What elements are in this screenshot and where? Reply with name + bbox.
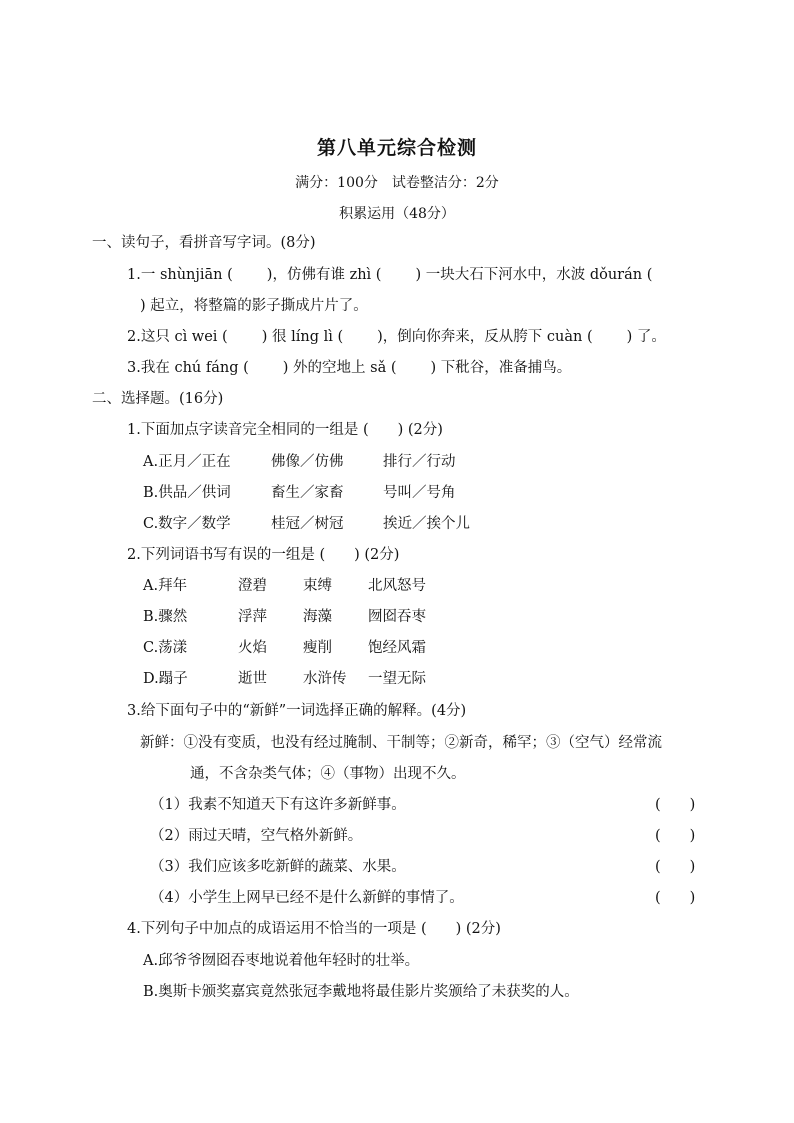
s2-q4-option-b: B.奥斯卡颁奖嘉宾竟然张冠李戴地将最佳影片奖颁给了未获奖的人。: [143, 984, 579, 1000]
page-title: 第八单元综合检测: [316, 137, 477, 159]
s2-q1-option-c: C.数字／数学 桂冠／树冠 挨近／挨个儿: [143, 516, 470, 532]
s2-q3-answer-4: ( ): [655, 890, 696, 906]
s2-q4-option-a: A.邱爷爷囫囵吞枣地说着他年轻时的壮举。: [143, 953, 420, 969]
s2-q3-answer-1: ( ): [655, 797, 696, 813]
s2-q2-option-d: D.蹋子 逝世 水浒传 一望无际: [143, 671, 426, 687]
section-1-heading: 一、读句子，看拼音写字词。(8分): [92, 235, 316, 251]
s1-q3: 3.我在 chú fáng ( ) 外的空地上 sǎ ( ) 下秕谷，准备捕鸟。: [127, 360, 572, 376]
s2-q3-stem: 3.给下面句子中的“新鲜”一词选择正确的解释。(4分): [127, 703, 467, 719]
s2-q2-stem: 2.下列词语书写有误的一组是 ( ) (2分): [127, 547, 400, 563]
s1-q1-line2: ) 起立，将整篇的影子撕成片片了。: [140, 298, 368, 314]
score-info: 满分：100分 试卷整洁分：2分: [295, 175, 499, 191]
s2-q1-option-a: A.正月／正在 佛像／仿佛 排行／行动: [143, 454, 456, 470]
part-heading: 积累运用（48分）: [339, 206, 455, 222]
s2-q3-definition-line2: 通，不含杂类气体；④（事物）出现不久。: [190, 766, 466, 782]
s2-q4-stem: 4.下列句子中加点的成语运用不恰当的一项是 ( ) (2分): [127, 921, 501, 937]
s2-q3-answer-2: ( ): [655, 828, 696, 844]
s2-q1-option-b: B.供品／供词 畜生／家畜 号叫／号角: [143, 485, 456, 501]
s2-q2-option-b: B.骤然 浮萍 海藻 囫囵吞枣: [143, 609, 426, 625]
s2-q3-item-1: （1）我素不知道天下有这许多新鲜事。: [150, 797, 406, 813]
s2-q2-option-c: C.荡漾 火焰 瘦削 饱经风霜: [143, 640, 426, 656]
s2-q2-option-a: A.拜年 澄碧 束缚 北风怒号: [143, 578, 426, 594]
s2-q3-item-4: （4）小学生上网早已经不是什么新鲜的事情了。: [150, 890, 464, 906]
s1-q1-line1: 1.一 shùnjiān ( )，仿佛有谁 zhì ( ) 一块大石下河水中，水波 dǒurán (: [127, 267, 653, 283]
s2-q3-item-2: （2）雨过天晴，空气格外新鲜。: [150, 828, 363, 844]
s2-q3-answer-3: ( ): [655, 859, 696, 875]
s2-q1-stem: 1.下面加点字读音完全相同的一组是 ( ) (2分): [127, 422, 443, 438]
s2-q3-item-3: （3）我们应该多吃新鲜的蔬菜、水果。: [150, 859, 406, 875]
s1-q2: 2.这只 cì wei ( ) 很 líng lì ( )，倒向你奔来，反从胯下 cuàn ( ) 了。: [127, 329, 666, 345]
s2-q3-definition-line1: 新鲜：①没有变质，也没有经过腌制、干制等；②新奇，稀罕；③（空气）经常流: [140, 735, 662, 751]
section-2-heading: 二、选择题。(16分): [92, 391, 224, 407]
